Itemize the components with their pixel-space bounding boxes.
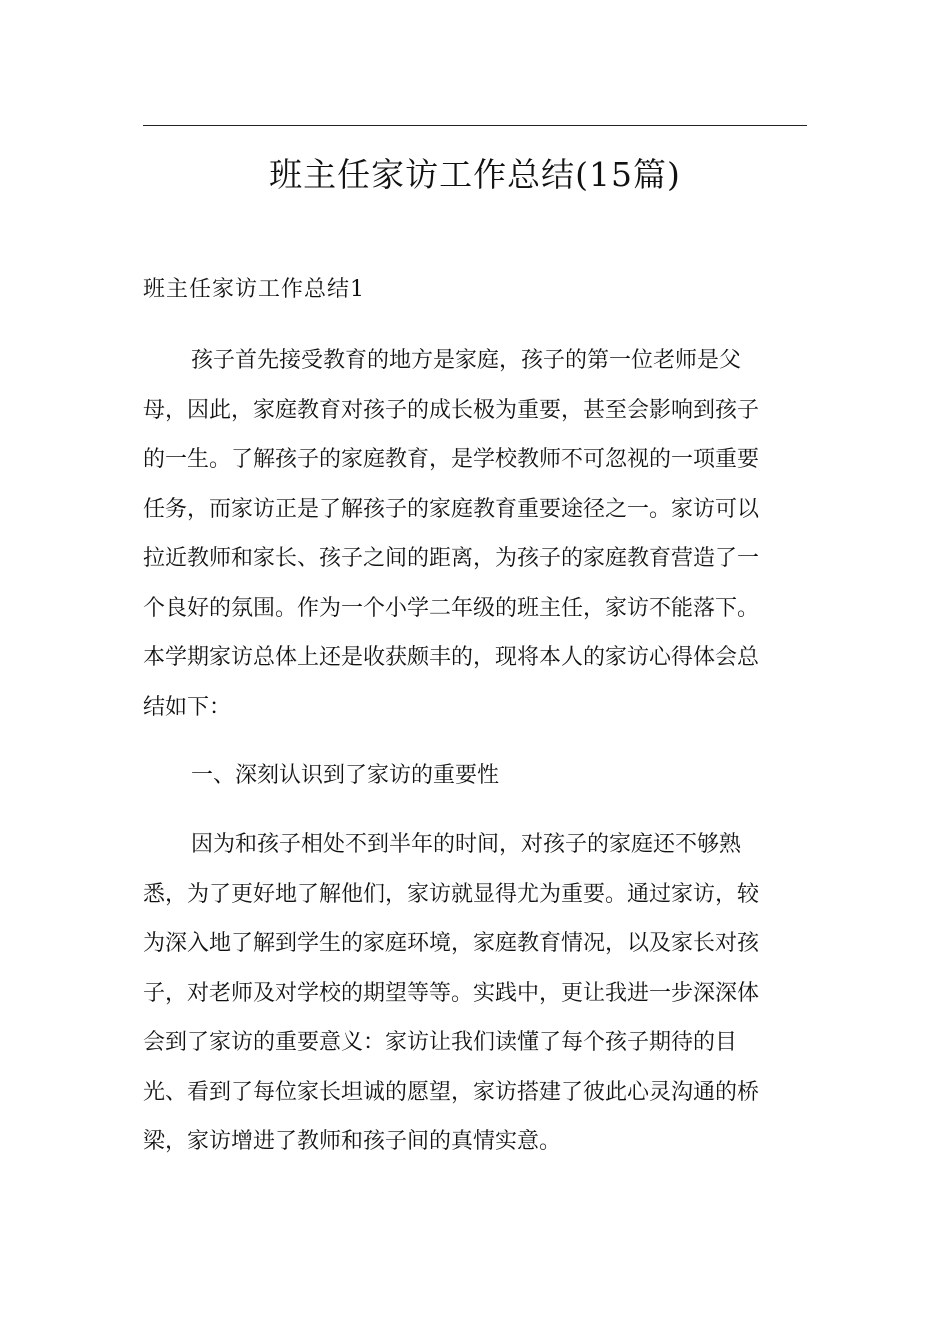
paragraph-line: 任务，而家访正是了解孩子的家庭教育重要途径之一。家访可以 (143, 496, 760, 522)
subheading-1 (143, 751, 807, 801)
top-rule-divider (143, 125, 807, 126)
document-title: 班主任家访工作总结(15篇) (269, 155, 681, 194)
paragraph-line: 的一生。了解孩子的家庭教育，是学校教师不可忽视的一项重要 (143, 447, 760, 472)
paragraph-line: 结如下： (143, 694, 232, 720)
paragraph-line: 母，因此，家庭教育对孩子的成长极为重要，甚至会影响到孩子 (143, 397, 760, 423)
paragraph-line: 梁，家访增进了教师和孩子间的真情实意。 (143, 1129, 562, 1154)
paragraph-line: 因为和孩子相处不到半年的时间，对孩子的家庭还不够熟 (191, 832, 742, 857)
paragraph-line: 为深入地了解到学生的家庭环境，家庭教育情况，以及家长对孩 (143, 931, 760, 956)
section-heading: 班主任家访工作总结1 (143, 277, 365, 302)
paragraph-line: 子，对老师及对学校的期望等等。实践中，更让我进一步深深体 (143, 980, 760, 1006)
paragraph-line: 光、看到了每位家长坦诚的愿望，家访搭建了彼此心灵沟通的桥 (143, 1079, 760, 1105)
paragraph-2 (143, 820, 807, 1167)
paragraph-1 (143, 336, 807, 732)
paragraph-line: 孩子首先接受教育的地方是家庭，孩子的第一位老师是父 (191, 348, 742, 373)
paragraph-line: 个良好的氛围。作为一个小学二年级的班主任，家访不能落下。 (143, 595, 760, 621)
paragraph-line: 拉近教师和家长、孩子之间的距离，为孩子的家庭教育营造了一 (143, 546, 760, 571)
paragraph-line: 会到了家访的重要意义：家访让我们读懂了每个孩子期待的目 (143, 1030, 738, 1055)
subheading-text: 一、深刻认识到了家访的重要性 (191, 763, 500, 788)
paragraph-line: 悉，为了更好地了解他们，家访就显得尤为重要。通过家访，较 (143, 881, 760, 907)
paragraph-line: 本学期家访总体上还是收获颇丰的，现将本人的家访心得体会总 (143, 645, 760, 670)
